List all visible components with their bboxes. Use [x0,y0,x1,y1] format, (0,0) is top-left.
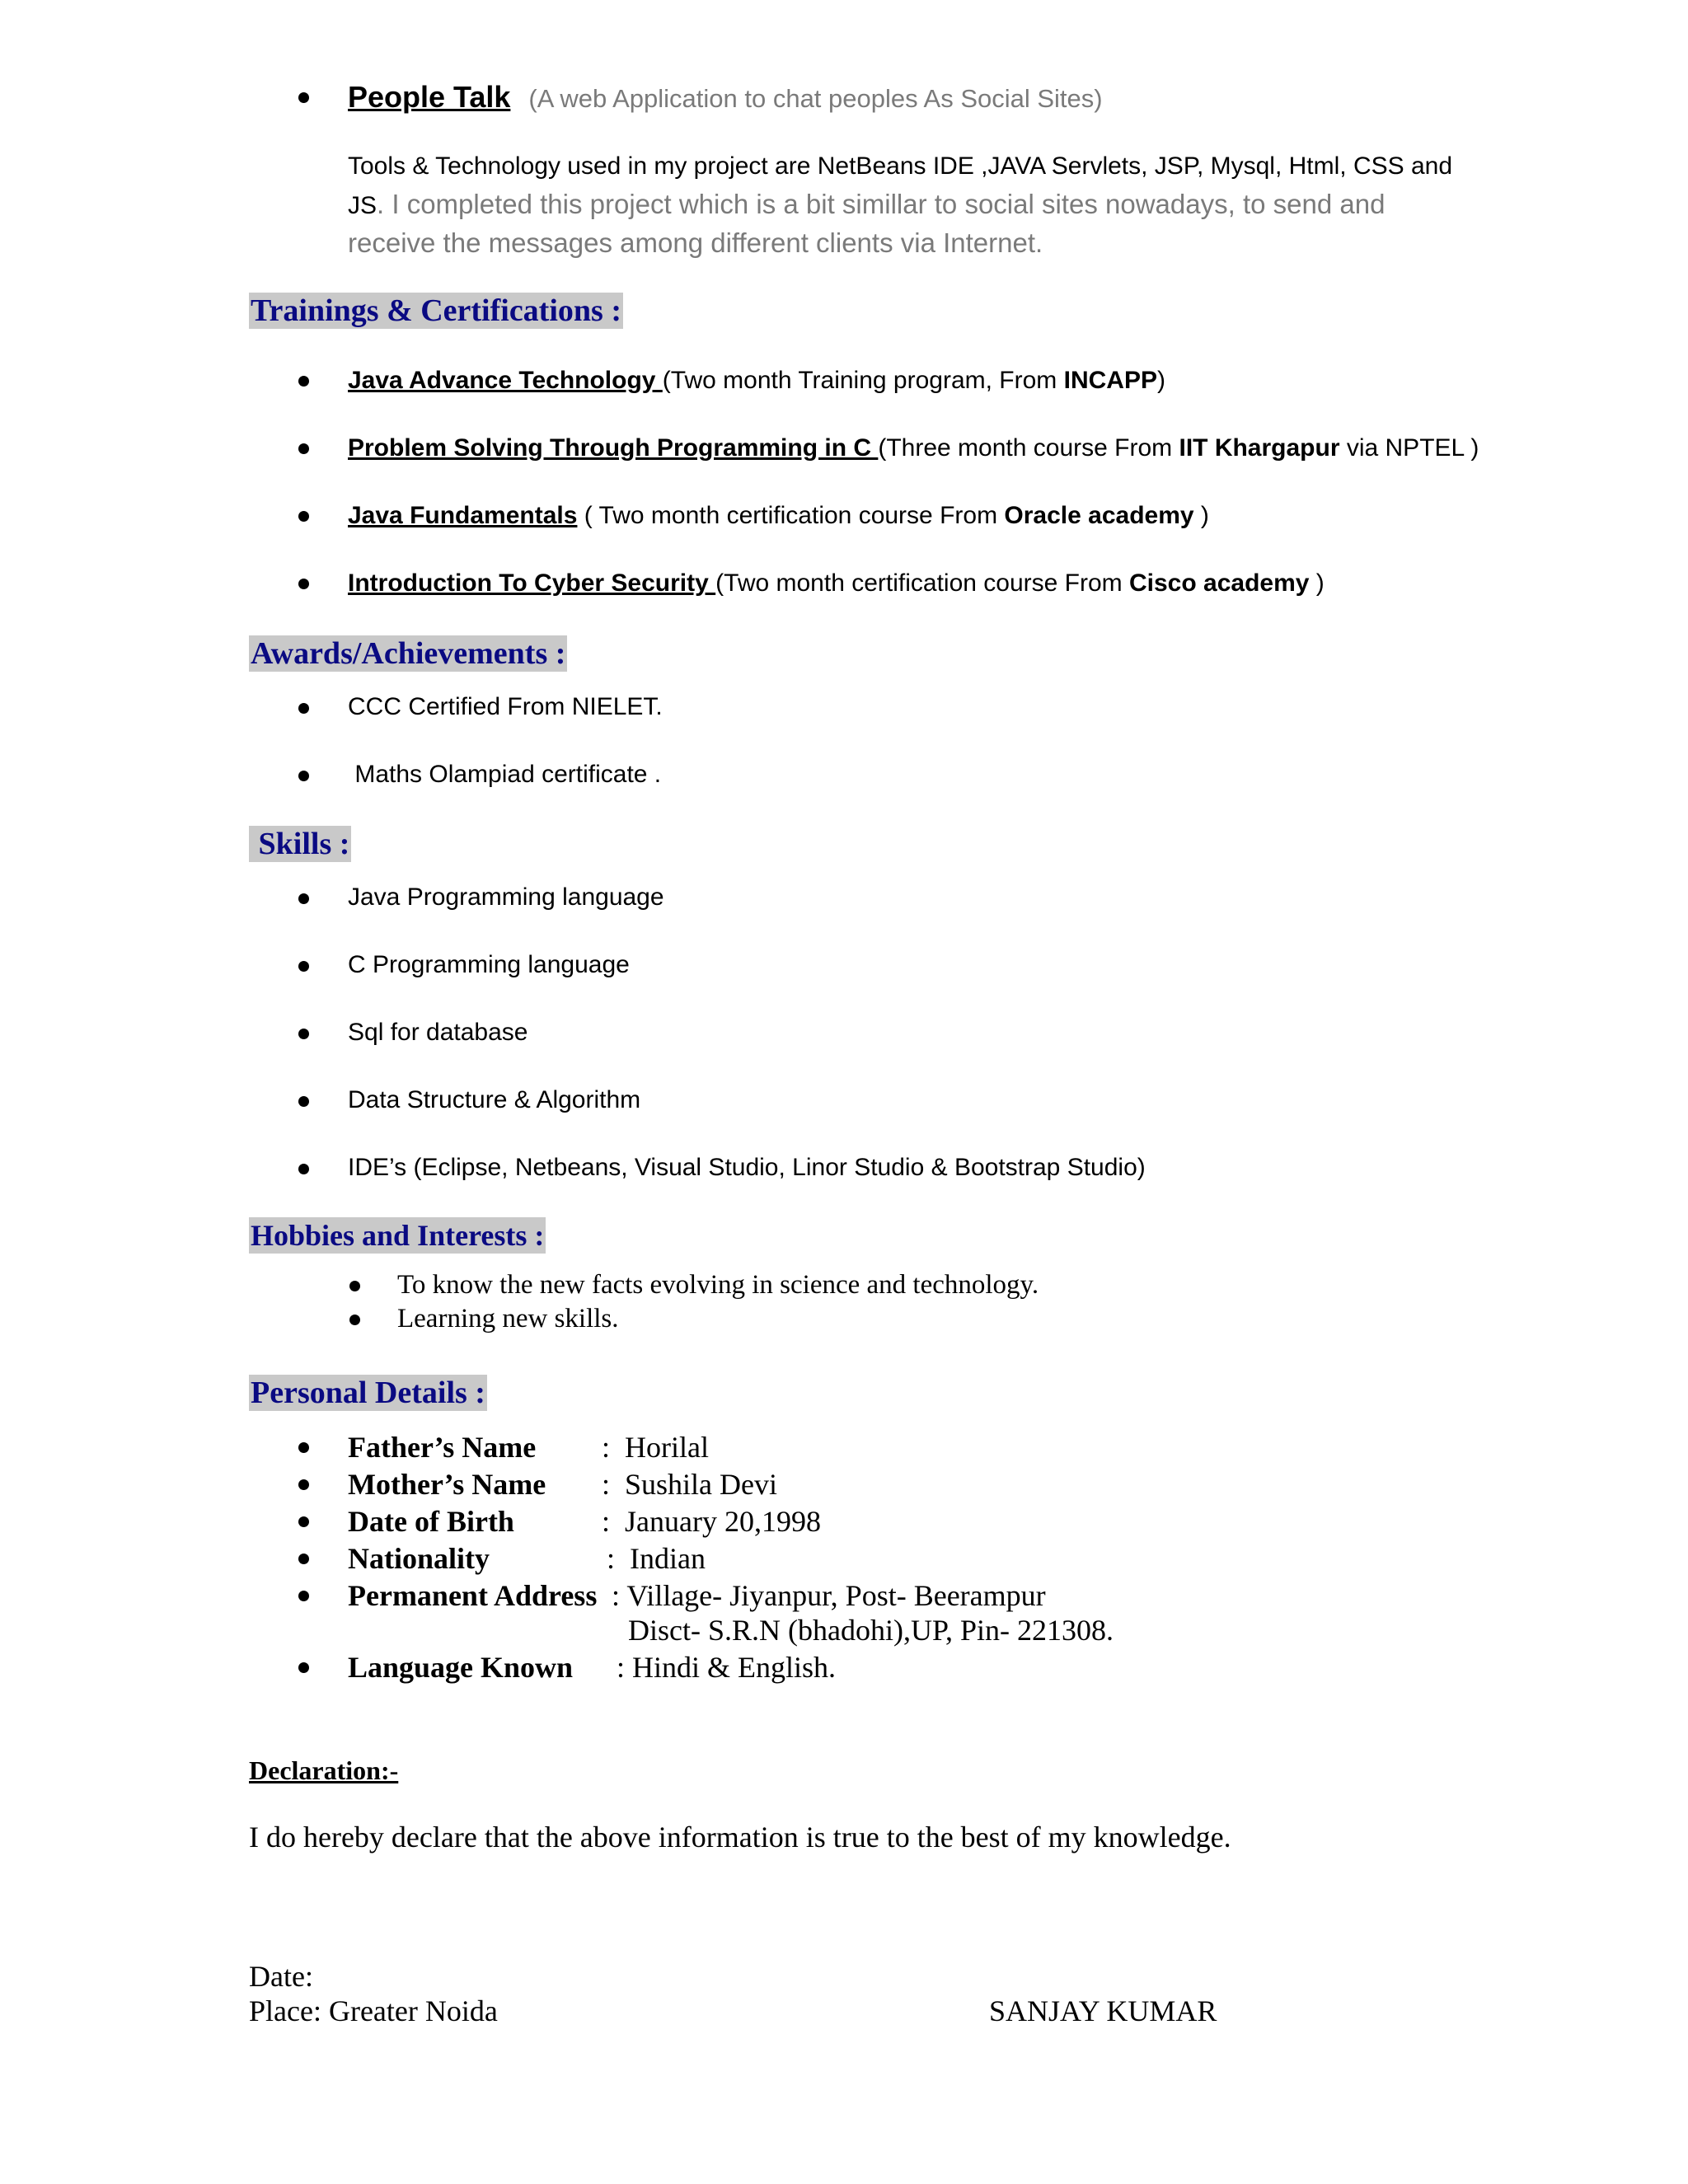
address-label: Permanent Address [348,1579,598,1612]
place: Place: Greater Noida [249,1994,498,2027]
training-desc-end: ) [1193,502,1209,529]
training-title: Java Fundamentals [348,502,578,529]
skill-item: Java Programming language [348,883,664,911]
award-item: CCC Certified From NIELET. [348,693,663,720]
bullet-icon [349,1315,360,1325]
bullet-icon [298,1096,309,1107]
project-desc-line2 [348,190,1385,221]
nationality-label: Nationality [348,1542,490,1575]
training-desc-end: via NPTEL ) [1339,434,1479,462]
awards-heading: Awards/Achievements : [251,636,566,671]
declaration-text: I do hereby declare that the above information is true to the best of my knowledge. [249,1821,1231,1854]
personal-heading: Personal Details : [251,1376,485,1410]
signature-name: SANJAY KUMAR [989,1994,1217,2027]
training-item [348,434,1479,463]
training-title: Java Advance Technology [348,367,663,394]
award-item: Maths Olampiad certificate . [348,761,662,788]
trainings-heading: Trainings & Certifications : [251,293,621,328]
bullet-icon [298,1479,309,1490]
bullet-icon [298,771,309,781]
bullet-icon [298,376,309,387]
training-title: Problem Solving Through Programming in C [348,434,879,462]
bullet-icon [298,1662,309,1673]
nationality-value: : Indian [607,1542,706,1575]
training-org: INCAPP [1063,367,1157,394]
training-desc: ( Two month certification course From [577,502,1005,529]
language-label: Language Known [348,1651,574,1684]
project-title-line [348,79,1103,117]
hobby-item: Learning new skills. [397,1304,619,1333]
bullet-icon [298,579,309,589]
project-desc-line1: Tools & Technology used in my project are NetBeans IDE ,JAVA Servlets, JSP, Mysql, Html, CSS and [348,152,1453,180]
training-desc: (Two month Training program, From [662,367,1064,394]
skills-heading: Skills : [251,827,350,861]
bullet-icon [298,1164,309,1174]
mothers-name-value: : Sushila Devi [602,1468,777,1501]
dob-label: Date of Birth [348,1505,514,1538]
fathers-name-label: Father’s Name [348,1431,537,1464]
bullet-icon [298,1554,309,1564]
bullet-icon [298,961,309,972]
address-value-line1: : Village- Jiyanpur, Post- Beerampur [612,1579,1046,1612]
bullet-icon [298,1516,309,1527]
training-desc: (Three month course From [878,434,1179,462]
skill-item: C Programming language [348,951,630,978]
bullet-icon [298,443,309,454]
training-org: Oracle academy [1004,502,1194,529]
skill-item: Data Structure & Algorithm [348,1086,641,1113]
bullet-icon [298,893,309,904]
training-desc-end: ) [1309,569,1325,597]
bullet-icon [349,1281,360,1291]
bullet-icon [298,511,309,522]
mothers-name-label: Mother’s Name [348,1468,546,1501]
skill-item: IDE’s (Eclipse, Netbeans, Visual Studio, Linor Studio & Bootstrap Studio) [348,1154,1146,1181]
hobbies-heading: Hobbies and Interests : [251,1219,545,1252]
training-title: Introduction To Cyber Security [348,569,716,597]
date-label: Date: [249,1960,313,1993]
dob-value: : January 20,1998 [602,1505,821,1538]
training-item [348,366,1165,396]
training-desc: (Two month certification course From [715,569,1129,597]
declaration-heading: Declaration:- [249,1755,399,1785]
fathers-name-value: : Horilal [602,1431,709,1464]
training-desc-end: ) [1156,367,1165,394]
language-value: : Hindi & English. [617,1651,837,1684]
bullet-icon [298,92,309,103]
project-subtitle: (A web Application to chat peoples As Social Sites) [528,84,1103,113]
skill-item: Sql for database [348,1019,528,1046]
bullet-icon [298,703,309,714]
project-desc-rest: . I completed this project which is a bit simillar to social sites nowadays, to send and [377,189,1386,219]
training-org: IIT Khargapur [1179,434,1340,462]
address-value-line2: Disct- S.R.N (bhadohi),UP, Pin- 221308. [628,1614,1114,1647]
project-desc-line3: receive the messages among different clients via Internet. [348,227,1043,258]
hobby-item: To know the new facts evolving in science and technology. [397,1270,1039,1300]
project-desc-js: JS [348,192,377,219]
training-item [348,569,1325,598]
bullet-icon [298,1029,309,1039]
training-item [348,501,1209,531]
bullet-icon [298,1591,309,1601]
project-title: People Talk [348,80,511,114]
training-org: Cisco academy [1128,569,1310,597]
bullet-icon [298,1442,309,1453]
